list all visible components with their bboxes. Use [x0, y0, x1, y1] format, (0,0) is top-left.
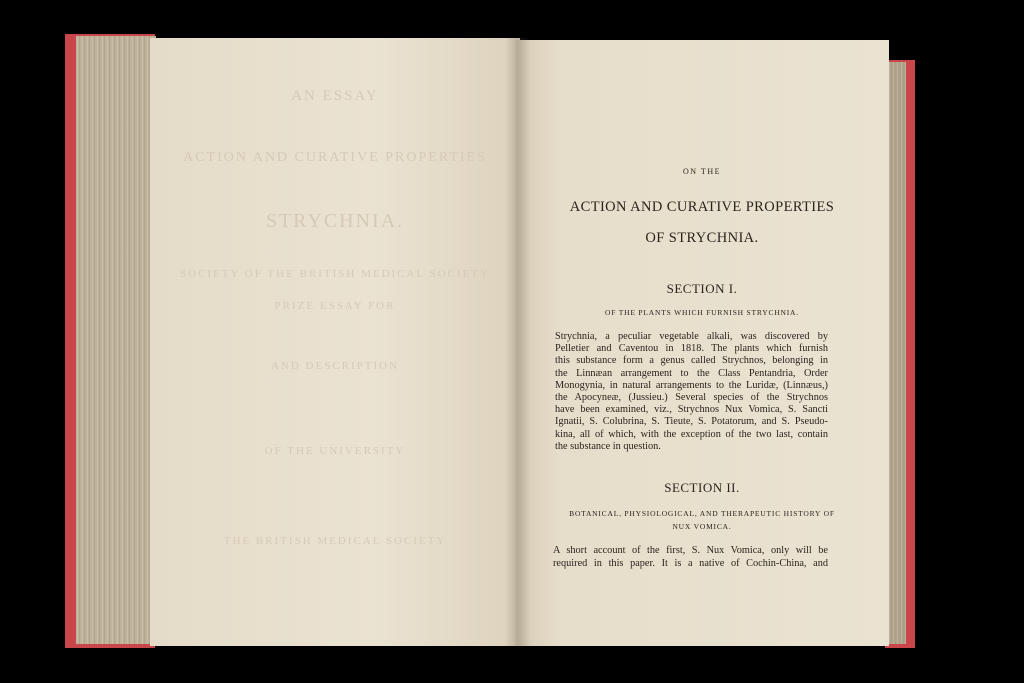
text-line: kina, all of which, with the exception of the two last, contain	[555, 428, 828, 440]
show-through-text: PRIZE ESSAY FOR	[274, 300, 396, 312]
section-subheading: OF THE PLANTS WHICH FURNISH STRYCHNIA.	[605, 308, 799, 317]
section-subheading: NUX VOMICA.	[672, 522, 732, 531]
body-paragraph	[555, 331, 828, 453]
book-gutter	[505, 38, 531, 646]
section-heading: SECTION I.	[666, 281, 738, 296]
text-line: the Apocyneæ, (Jussieu.) Several species of the Strychnos	[555, 392, 828, 404]
text-line: A short account of the first, S. Nux Vomica, only will be	[553, 545, 828, 556]
show-through-text: AND DESCRIPTION	[270, 360, 400, 372]
section-subheading: BOTANICAL, PHYSIOLOGICAL, AND THERAPEUTIC HISTORY OF	[569, 509, 835, 518]
show-through-text: AN ESSAY	[291, 88, 379, 104]
body-paragraph	[553, 544, 828, 570]
text-line: this substance form a genus called Strychnos, belonging in	[555, 355, 828, 367]
show-through-text: OF THE UNIVERSITY	[264, 445, 406, 457]
section-heading: SECTION II.	[664, 480, 740, 495]
show-through-text: STRYCHNIA.	[265, 210, 405, 232]
text-line: required in this paper. It is a native of Cochin-China, and	[553, 558, 828, 569]
text-line: have been examined, viz., Strychnos Nux Vomica, S. Sancti	[555, 404, 828, 416]
show-through-text: ACTION AND CURATIVE PROPERTIES	[183, 150, 487, 165]
heading-on-the: ON THE	[683, 167, 721, 176]
show-through-text: SOCIETY OF THE BRITISH MEDICAL SOCIETY	[180, 268, 490, 280]
left-page	[150, 38, 520, 646]
text-line: Ignatii, S. Colubrina, S. Tieute, S. Potatorum, and S. Pseudo-	[555, 416, 828, 428]
text-line: Monogynia, in natural arrangements to the Luridæ, (Linnæus,)	[555, 379, 828, 391]
chapter-title-line-2: OF STRYCHNIA.	[645, 230, 759, 246]
show-through-text: THE BRITISH MEDICAL SOCIETY	[223, 535, 447, 547]
text-line: the Linnæan arrangement to the Class Pentandria, Order	[555, 367, 828, 379]
page-edges-left	[76, 36, 156, 644]
text-line: Strychnia, a peculiar vegetable alkali, was discovered by	[555, 331, 828, 342]
text-line: Pelletier and Caventou in 1818. The plants which furnish	[555, 343, 828, 355]
chapter-title-line-1: ACTION AND CURATIVE PROPERTIES	[569, 199, 835, 215]
text-line: the substance in question.	[555, 440, 661, 452]
